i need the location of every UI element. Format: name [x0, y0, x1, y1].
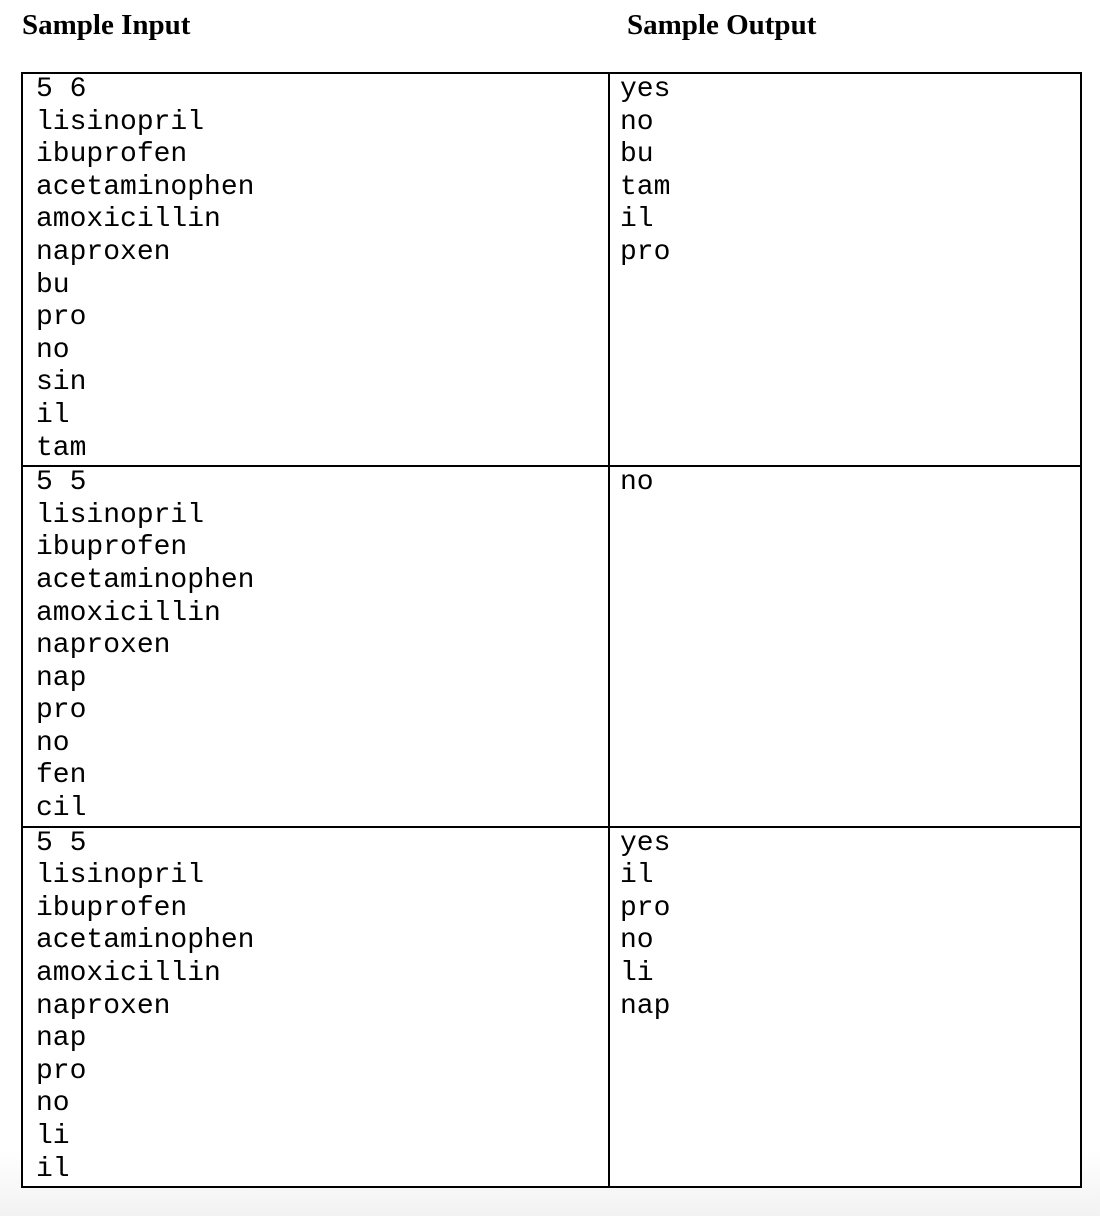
samples-table: [21, 72, 1082, 1188]
input-line: li: [36, 1121, 70, 1152]
output-line: yes: [620, 74, 671, 105]
input-line: lisinopril: [36, 106, 205, 138]
sample-row-3: [22, 827, 1081, 1188]
input-line: no: [36, 334, 70, 366]
input-line: nap: [36, 1023, 87, 1055]
input-line: lisinopril: [36, 860, 205, 892]
input-line: nap: [36, 662, 87, 694]
input-line: naproxen: [36, 236, 171, 268]
sample-output-heading: Sample Output: [627, 9, 817, 41]
input-line: pro: [36, 302, 87, 334]
sample-input-heading: Sample Input: [22, 9, 191, 41]
input-line: ibuprofen: [36, 892, 188, 924]
input-line: amoxicillin: [36, 597, 221, 629]
sample-3-input-cell: [22, 827, 609, 1188]
input-line: il: [36, 399, 70, 431]
input-line: tam: [36, 432, 87, 464]
sample-row-2: [22, 466, 1081, 827]
input-line: 5 6: [36, 74, 87, 105]
input-line: no: [36, 1088, 70, 1120]
input-line: cil: [36, 793, 87, 825]
sample-1-output-cell: [609, 73, 1081, 466]
input-line: il: [36, 1153, 70, 1185]
input-line: 5 5: [36, 467, 87, 499]
sample-3-output-cell: [609, 827, 1081, 1188]
input-line: no: [36, 727, 70, 759]
input-line: amoxicillin: [36, 958, 221, 990]
output-line: yes: [620, 827, 671, 859]
input-line: lisinopril: [36, 499, 205, 531]
output-line: no: [620, 467, 654, 499]
input-line: acetaminophen: [36, 925, 255, 957]
input-line: naproxen: [36, 990, 171, 1022]
output-line: il: [620, 860, 654, 892]
input-line: acetaminophen: [36, 171, 255, 203]
input-line: ibuprofen: [36, 139, 188, 171]
output-line: pro: [620, 892, 671, 924]
sample-2-output-cell: [609, 466, 1081, 827]
input-line: acetaminophen: [36, 564, 255, 596]
input-line: ibuprofen: [36, 532, 188, 564]
input-line: amoxicillin: [36, 204, 221, 236]
output-line: li: [620, 958, 654, 990]
output-line: tam: [620, 171, 671, 203]
input-line: pro: [36, 1055, 87, 1087]
output-line: no: [620, 106, 654, 138]
input-line: 5 5: [36, 827, 87, 859]
output-line: pro: [620, 236, 671, 268]
input-line: pro: [36, 695, 87, 727]
output-line: nap: [620, 990, 671, 1022]
input-line: fen: [36, 760, 87, 792]
output-line: no: [620, 925, 654, 957]
sample-2-input-cell: [22, 466, 609, 827]
output-line: bu: [620, 139, 654, 171]
sample-1-input-cell: [22, 73, 609, 466]
input-line: naproxen: [36, 630, 171, 662]
output-line: il: [620, 204, 654, 236]
sample-row-1: [22, 73, 1081, 466]
input-line: sin: [36, 367, 87, 399]
input-line: bu: [36, 269, 70, 301]
